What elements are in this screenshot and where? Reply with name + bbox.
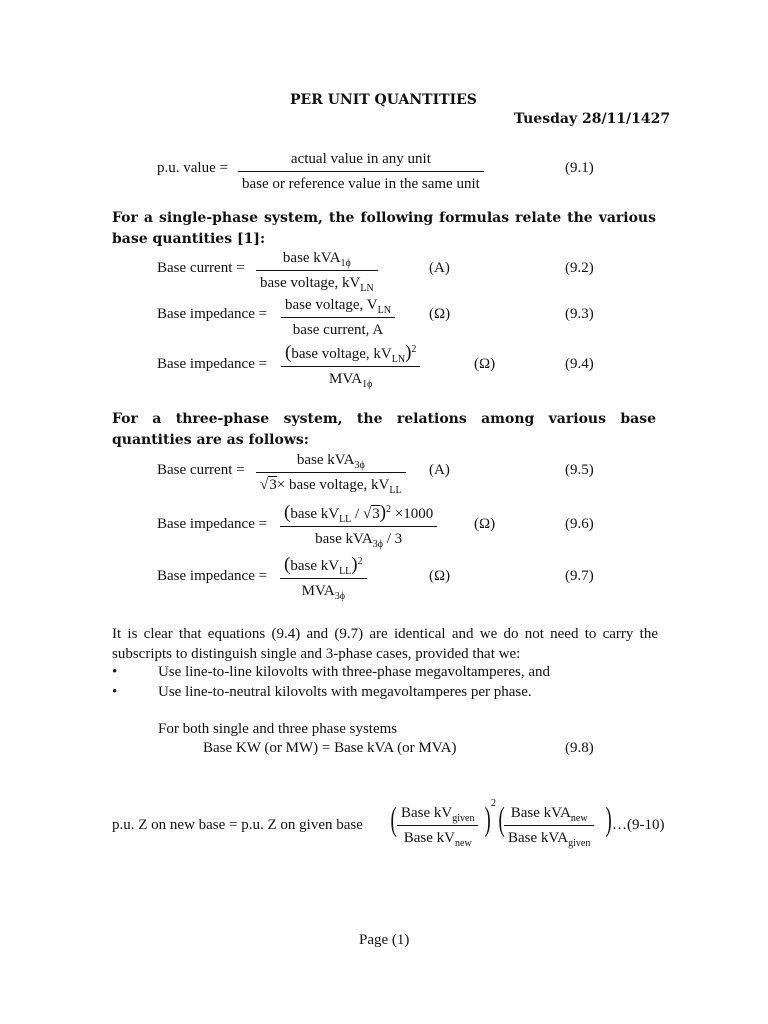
numerator: Base $kV_{given}$ (397, 803, 478, 826)
numerator: (base $kV_{LL} / √3)^2 \times 1000$ (280, 503, 437, 527)
equation-number: (9.5) (565, 462, 594, 478)
fraction (280, 555, 367, 601)
numerator: base kVA$_{1\phi}$ (256, 248, 378, 271)
fraction (280, 503, 437, 549)
fraction (238, 149, 484, 194)
three-phase-intro: For a three-phase system, the relations among various base quantities are as follows: (112, 411, 656, 448)
eq-text: Base KW (or MW) = Base kVA (or MVA) (203, 740, 457, 756)
date-line: Tuesday 28/11/1427 (514, 111, 671, 127)
equation-number: …(9-10) (612, 817, 665, 833)
fraction (256, 450, 406, 495)
fraction (256, 248, 378, 293)
bullet-item: Use line-to-line kilovolts with three-phase megavoltamperes, and (158, 664, 550, 680)
unit: (Ω) (474, 356, 496, 372)
exponent: 2 (491, 798, 496, 809)
numerator: Base kVA$_{new}$ (504, 803, 594, 826)
identical-equations-paragraph: It is clear that equations (9.4) and (9.7) are identical and we do not need to carry the subscripts to distinguish single and 3-phase cases, provided that we: (112, 626, 658, 662)
denominator: base voltage, $kV_{LN}$ (260, 275, 374, 294)
numerator: (base voltage, $kV_{LN})^2$ (281, 343, 420, 367)
denominator: base or reference value in the same unit (242, 176, 480, 192)
equation-number: (9.1) (565, 160, 594, 176)
bullet-marker: • (112, 664, 118, 680)
eq-lhs: Base current = (157, 462, 245, 478)
numerator: (base $kV_{LL})^2$ (280, 555, 367, 579)
unit: (A) (429, 462, 450, 478)
eq-lhs: p.u. Z on new base = p.u. Z on given base (112, 817, 363, 833)
numerator: base voltage, $V_{LN}$ (281, 295, 395, 318)
bullet-marker: • (112, 684, 118, 700)
right-paren: ) (605, 801, 612, 838)
denominator: base current, A (292, 322, 384, 338)
left-paren: ( (498, 801, 505, 838)
denominator: $MVA_{3\phi}$ (301, 583, 345, 602)
denominator: Base $kV_{new}$ (403, 830, 472, 849)
page-number: Page (1) (359, 932, 410, 948)
denominator: Base kVA$_{given}$ (508, 830, 591, 849)
unit: (Ω) (429, 568, 451, 584)
fraction (281, 295, 395, 340)
fraction-kv (397, 803, 478, 848)
denominator: $MVA_{1\phi}$ (329, 371, 373, 390)
unit: (A) (429, 260, 450, 276)
eq-lhs: Base current = (157, 260, 245, 276)
fraction (281, 343, 420, 389)
eq-lhs: Base impedance = (157, 356, 268, 372)
equation-number: (9.4) (565, 356, 594, 372)
eq-lhs: p.u. value = (157, 160, 228, 176)
denominator: base kVA$_{3\phi}$ / 3 (315, 531, 403, 550)
bullet-item: Use line-to-neutral kilovolts with megavoltamperes per phase. (158, 684, 532, 700)
page-title: PER UNIT QUANTITIES (290, 92, 477, 108)
eq-lhs: Base impedance = (157, 568, 268, 584)
equation-number: (9.6) (565, 516, 594, 532)
eq-lhs: Base impedance = (157, 516, 268, 532)
right-paren: ) (484, 801, 491, 838)
unit: (Ω) (474, 516, 496, 532)
equation-number: (9.2) (565, 260, 594, 276)
denominator: √3× base voltage, $kV_{LL}$ (260, 477, 402, 496)
left-paren: ( (390, 801, 397, 838)
single-phase-intro: For a single-phase system, the following formulas relate the various base quantities [1]: (112, 210, 656, 247)
equation-number: (9.8) (565, 740, 594, 756)
numerator: base kVA$_{3\phi}$ (256, 450, 406, 473)
eq-lhs: Base impedance = (157, 306, 268, 322)
fraction-kva (504, 803, 594, 848)
both-systems-text: For both single and three phase systems (158, 721, 398, 737)
unit: (Ω) (429, 306, 451, 322)
equation-number: (9.7) (565, 568, 594, 584)
equation-number: (9.3) (565, 306, 594, 322)
numerator: actual value in any unit (238, 149, 484, 172)
